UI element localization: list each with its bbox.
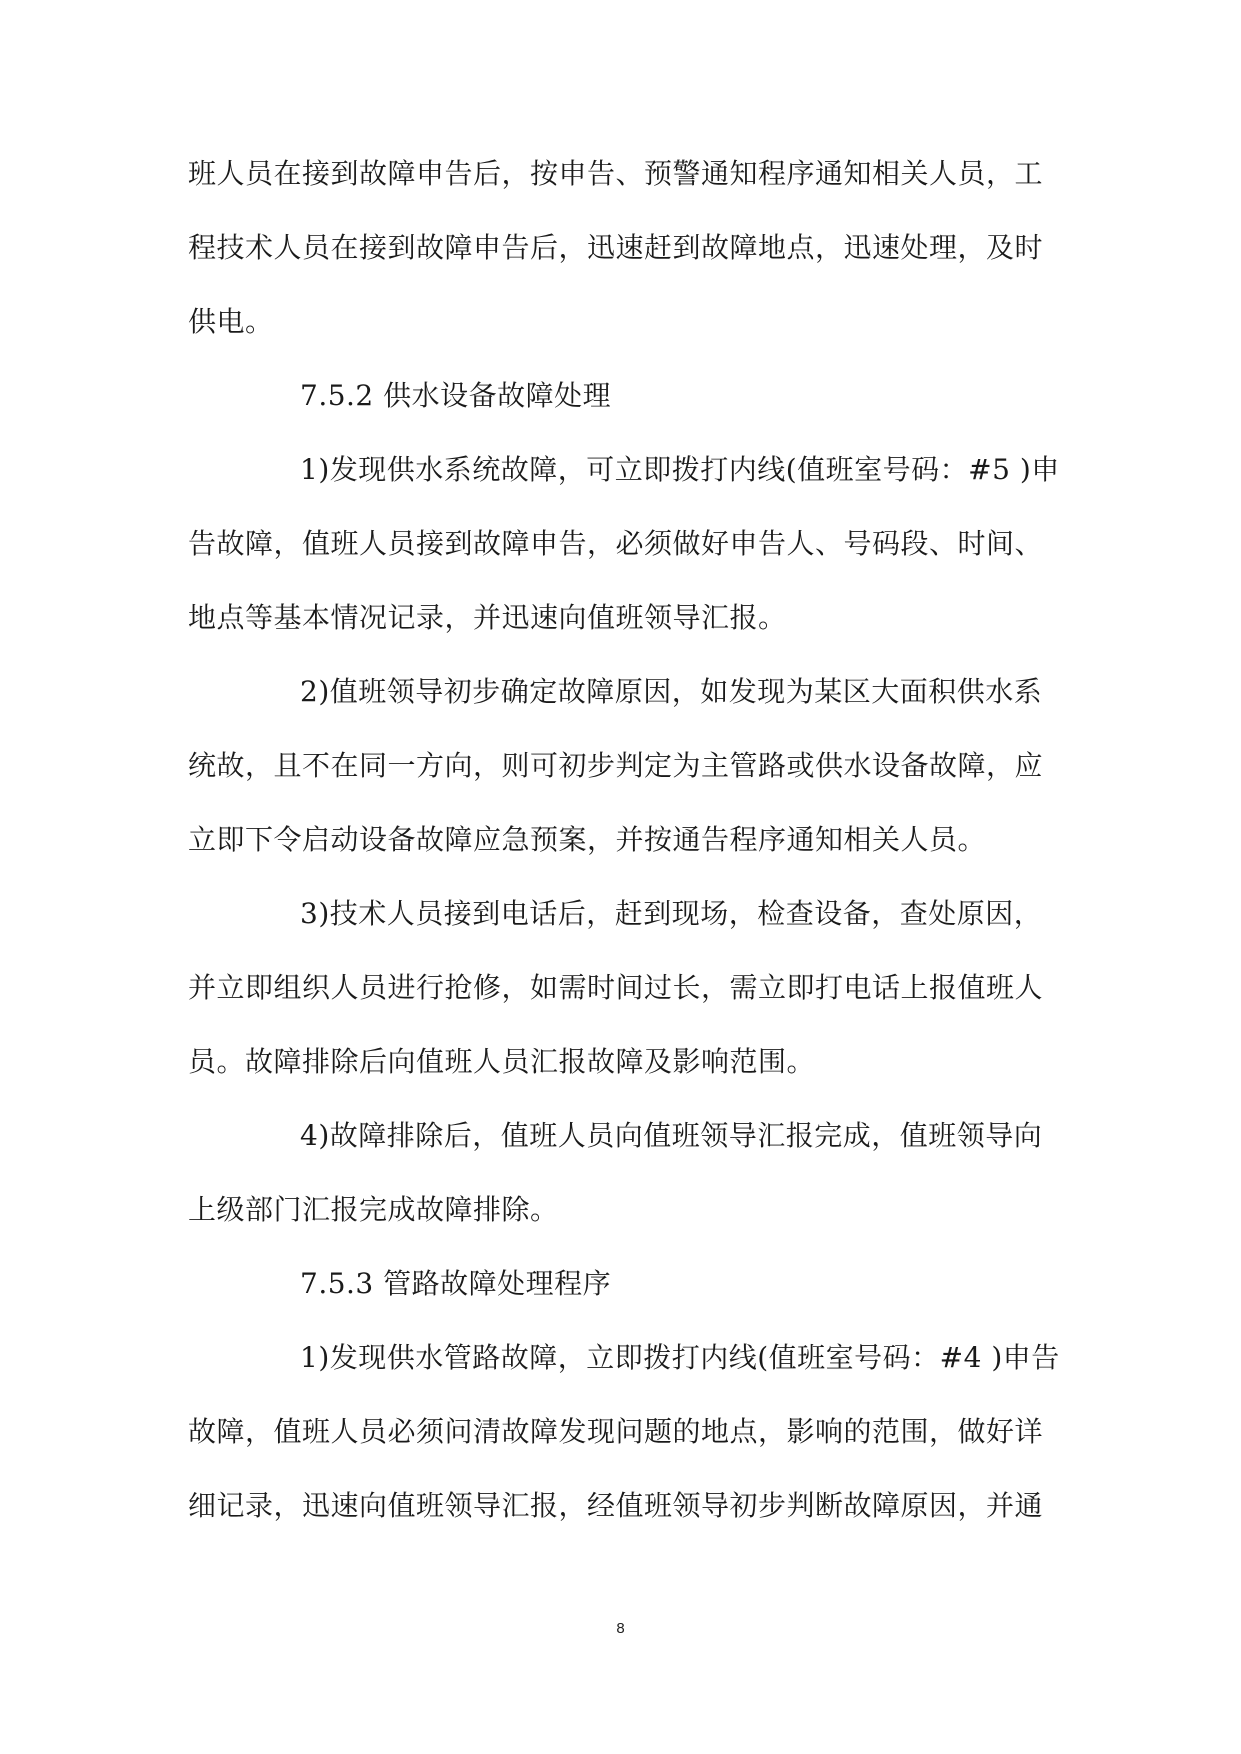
paragraph-line: 3)技术人员接到电话后，赶到现场，检查设备，查处原因， [300,897,1043,930]
paragraph-line: 细记录，迅速向值班领导汇报，经值班领导初步判断故障原因，并通 [188,1489,1044,1522]
paragraph-line: 告故障，值班人员接到故障申告，必须做好申告人、号码段、时间、 [188,527,1044,560]
paragraph-line: 立即下令启动设备故障应急预案，并按通告程序通知相关人员。 [188,823,987,856]
paragraph-line: 班人员在接到故障申告后，按申告、预警通知程序通知相关人员，工 [188,157,1044,190]
section-heading: 7.5.3 管路故障处理程序 [300,1267,612,1300]
paragraph-line: 故障，值班人员必须问清故障发现问题的地点，影响的范围，做好详 [188,1415,1044,1448]
page-number: 8 [616,1620,625,1637]
paragraph-line: 1)发现供水系统故障，可立即拨打内线(值班室号码：#5 )申 [300,453,1060,486]
paragraph-line: 1)发现供水管路故障，立即拨打内线(值班室号码：#4 )申告 [300,1341,1060,1374]
paragraph-line: 地点等基本情况记录，并迅速向值班领导汇报。 [188,601,787,634]
paragraph-line: 上级部门汇报完成故障排除。 [188,1193,559,1226]
paragraph-line: 4)故障排除后，值班人员向值班领导汇报完成，值班领导向 [300,1119,1043,1152]
paragraph-line: 供电。 [188,305,274,338]
paragraph-line: 员。故障排除后向值班人员汇报故障及影响范围。 [188,1045,816,1078]
paragraph-line: 统故，且不在同一方向，则可初步判定为主管路或供水设备故障，应 [188,749,1044,782]
paragraph-line: 程技术人员在接到故障申告后，迅速赶到故障地点，迅速处理，及时 [188,231,1044,264]
paragraph-line: 并立即组织人员进行抢修，如需时间过长，需立即打电话上报值班人 [188,971,1044,1004]
paragraph-line: 2)值班领导初步确定故障原因，如发现为某区大面积供水系 [300,675,1043,708]
section-heading: 7.5.2 供水设备故障处理 [300,379,612,412]
